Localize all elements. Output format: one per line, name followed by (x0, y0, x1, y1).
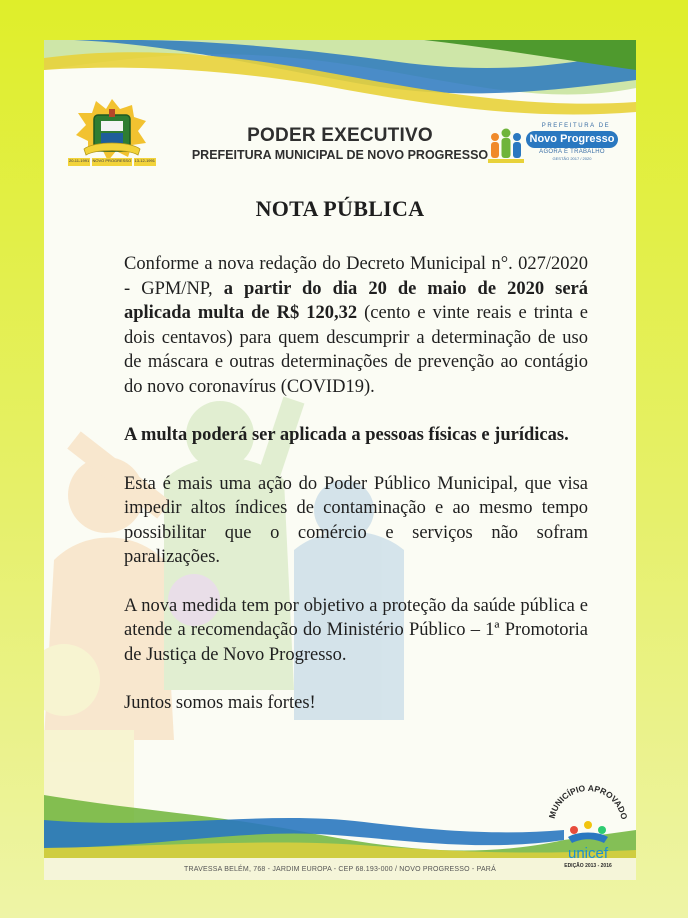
paragraph-decree-intro: Conforme a nova redação do Decreto Municipal n°. 027/2020 - GPM/NP, (124, 254, 588, 299)
crest-left-caption: 20-11-1991 (68, 158, 90, 166)
novo-progresso-logo (488, 123, 628, 167)
logo-name-badge: Novo Progresso (526, 131, 618, 148)
paragraph-fine-scope: A multa poderá ser aplicada a pessoas físicas e jurídicas. (124, 425, 569, 445)
notice-body (124, 252, 588, 716)
paragraph-decree (124, 252, 588, 399)
paragraph-decree-fine: a partir do dia 20 de maio de 2020 será aplicada multa de R$ 120,32 (124, 278, 588, 323)
paragraph-public-action: Esta é mais uma ação do Poder Público Municipal, que visa impedir altos índices de contaminação e ao mesmo tempo possibilitar que o comércio e serviços não sofram paralizações. (124, 473, 588, 567)
government-subtitle: PREFEITURA MUNICIPAL DE NOVO PROGRESSO (191, 148, 489, 162)
footer-address: TRAVESSA BELÉM, 768 - JARDIM EUROPA - CEP 68.193-000 / NOVO PROGRESSO - PARÁ (184, 866, 496, 873)
crest-caption (68, 158, 156, 166)
unicef-brand: unicef (567, 845, 609, 862)
government-title: PODER EXECUTIVO (247, 125, 433, 146)
notice-title: NOTA PÚBLICA (255, 196, 425, 221)
logo-prefeitura-label: PREFEITURA DE (541, 123, 611, 129)
paragraph-objective: A nova medida tem por objetivo a proteção da saúde pública e atende a recomendação do Ministério Público – 1ª Promotoria de Justiça de Novo Progresso. (124, 595, 588, 665)
seal-arc-text: MUNICÍPIO APROVADO (546, 782, 630, 821)
notice-page (44, 40, 636, 880)
svg-text:MUNICÍPIO APROVADO (547, 783, 630, 821)
children-logo-icon (488, 127, 524, 165)
government-heading (170, 125, 510, 163)
logo-tagline: AGORA É TRABALHO (539, 149, 605, 155)
paragraph-closing: Juntos somos mais fortes! (124, 693, 316, 713)
seal-edition: EDIÇÃO 2013 - 2016 (564, 863, 612, 869)
paragraph-decree-rest: (cento e vinte reais e trinta e dois centavos) para quem descumprir a determinação de uso de máscara e outras determinações de prevenção ao contágio do novo coronavírus (COVID19). (124, 303, 589, 397)
crest-center-caption: NOVO PROGRESSO (92, 158, 133, 166)
document-header (44, 95, 636, 185)
logo-gestao: GESTÃO 2017 / 2020 (552, 156, 592, 161)
crest-right-caption: 13-12-1991 (134, 158, 156, 166)
